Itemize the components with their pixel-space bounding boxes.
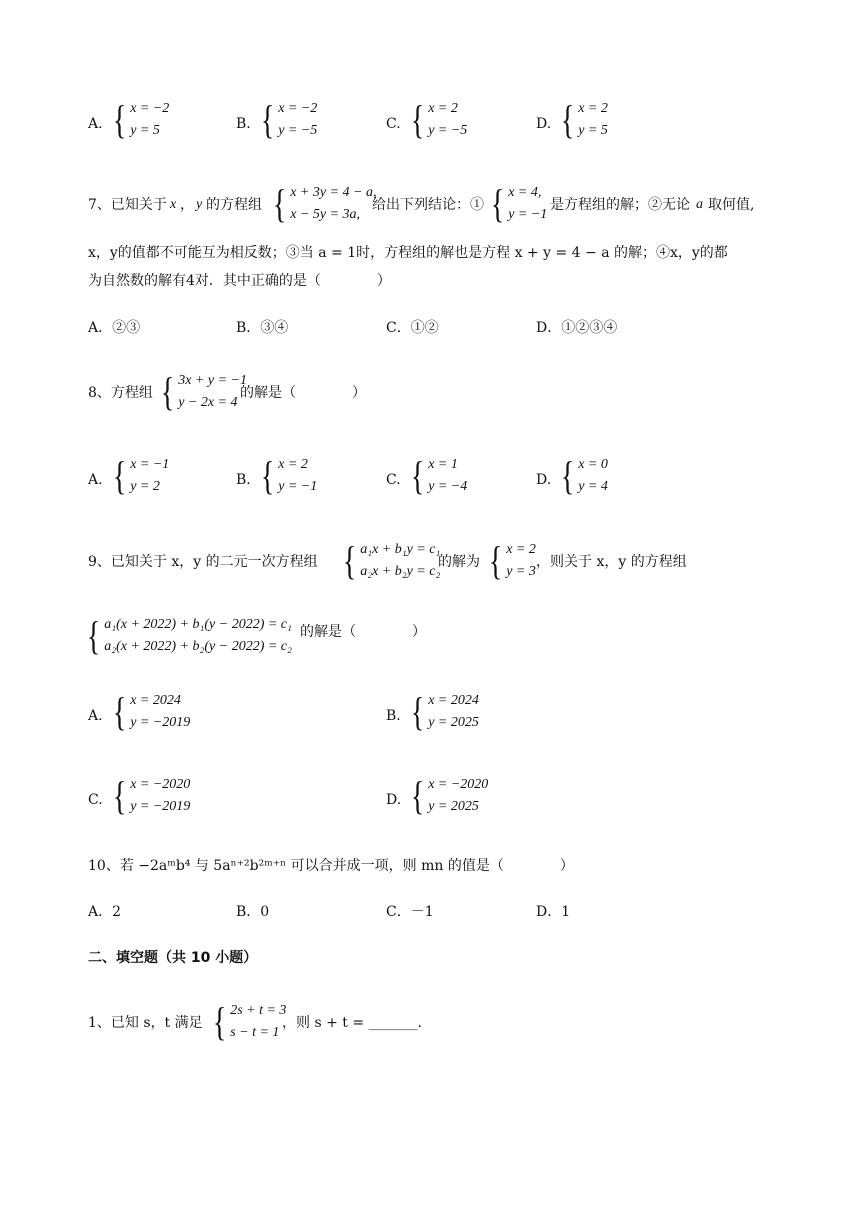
- brace-icon: {: [342, 538, 357, 583]
- brace-icon: {: [410, 97, 425, 142]
- equation-row: x = 4,: [508, 185, 542, 200]
- q8-prefix: 8、方程组: [88, 385, 153, 401]
- q8-option-a: [110, 454, 169, 498]
- q9-option-a-label: A.: [88, 708, 103, 724]
- q7-option-d: D．①②③④: [536, 320, 618, 336]
- q10-option-d: D．1: [536, 904, 571, 920]
- q7-var-y: y: [196, 197, 203, 212]
- q7-sep: ，: [180, 197, 194, 213]
- brace-icon: {: [212, 999, 227, 1044]
- q10-option-b: B．0: [236, 904, 270, 920]
- equation-row: y = −1: [508, 207, 548, 222]
- q9-solution: [486, 539, 536, 583]
- q7-option-c: C．①②: [386, 320, 439, 336]
- q8-option-b: [258, 454, 317, 498]
- equation-row: y = −2019: [130, 799, 191, 814]
- q9-option-a: [110, 690, 190, 734]
- equation-row: x = 1: [428, 457, 458, 472]
- q9-suffix: ，则关于 x，y 的方程组: [536, 554, 687, 570]
- equation-row: 3x + y = −1: [178, 373, 247, 388]
- q9-system: [340, 539, 440, 583]
- equation-row: a₂x + b₂y = c₂: [360, 564, 441, 579]
- q10-text: 10、若 −2aᵐb⁴ 与 5aⁿ⁺²b²ᵐ⁺ⁿ 可以合并成一项，则 mn 的值是（ ）: [88, 858, 574, 874]
- fill1-system: [210, 1000, 286, 1044]
- brace-icon: {: [112, 773, 127, 818]
- brace-icon: {: [160, 369, 175, 414]
- brace-icon: {: [112, 689, 127, 734]
- q9-option-b-label: B.: [386, 708, 401, 724]
- q6-option-a-label: A.: [88, 116, 103, 132]
- equation-row: x = −2: [278, 101, 318, 116]
- q9-prefix: 9、已知关于 x，y 的二元一次方程组: [88, 554, 318, 570]
- equation-row: x + 3y = 4 − a,: [290, 185, 377, 200]
- q7-prefix: 7、已知关于: [88, 197, 167, 213]
- q6-option-d: [558, 98, 608, 142]
- equation-row: 2s + t = 3: [230, 1003, 287, 1018]
- q7-text-c: 是方程组的解；②无论: [550, 197, 690, 213]
- equation-row: x = −2: [130, 101, 170, 116]
- brace-icon: {: [490, 181, 505, 226]
- q6-option-d-label: D.: [536, 116, 552, 132]
- q7-solution: [488, 182, 547, 226]
- equation-row: y = −4: [428, 479, 468, 494]
- q7-text-a: 的方程组: [206, 197, 262, 213]
- equation-row: y = 2025: [428, 799, 479, 814]
- q7-text-b: 给出下列结论：①: [372, 197, 484, 213]
- q9-option-d-label: D.: [386, 792, 402, 808]
- equation-row: x = 2024: [130, 693, 181, 708]
- q9-option-c: [110, 774, 190, 818]
- section-heading: 二、填空题（共 10 小题）: [88, 950, 258, 966]
- q6-option-b: [258, 98, 317, 142]
- equation-row: a₂(x + 2022) + b₂(y − 2022) = c₂: [104, 639, 292, 654]
- q10-option-c: C．－1: [386, 904, 434, 920]
- equation-row: x = 2: [428, 101, 458, 116]
- brace-icon: {: [410, 453, 425, 498]
- brace-icon: {: [112, 97, 127, 142]
- equation-row: x = −2020: [428, 777, 489, 792]
- brace-icon: {: [260, 97, 275, 142]
- equation-row: y = −5: [278, 123, 318, 138]
- brace-icon: {: [410, 773, 425, 818]
- brace-icon: {: [86, 613, 101, 658]
- q9-mid: 的解为: [438, 554, 480, 570]
- q6-option-c: [408, 98, 467, 142]
- q7-option-b: B．③④: [236, 320, 289, 336]
- q8-system: [158, 370, 247, 414]
- equation-row: y = 2025: [428, 715, 479, 730]
- q7-system: [270, 182, 376, 226]
- brace-icon: {: [272, 181, 287, 226]
- equation-row: a₁x + b₁y = c₁: [360, 542, 441, 557]
- equation-row: x = 0: [578, 457, 608, 472]
- q7-var-x: x: [170, 197, 177, 212]
- equation-row: y = 5: [578, 123, 608, 138]
- q8-option-a-label: A.: [88, 472, 103, 488]
- equation-row: x = −1: [130, 457, 170, 472]
- q7-line2: x，y的值都不可能互为相反数；③当 a = 1时，方程组的解也是方程 x + y = 4 − a 的解；④x，y的都: [88, 245, 728, 261]
- equation-row: a₁(x + 2022) + b₁(y − 2022) = c₁: [104, 617, 292, 632]
- q6-option-b-label: B.: [236, 116, 251, 132]
- equation-row: y = −5: [428, 123, 468, 138]
- equation-row: x = 2: [278, 457, 308, 472]
- equation-row: y = −2019: [130, 715, 191, 730]
- q6-option-a: [110, 98, 169, 142]
- q7-option-a: A．②③: [88, 320, 141, 336]
- equation-row: x = 2: [578, 101, 608, 116]
- q6-option-c-label: C.: [386, 116, 401, 132]
- brace-icon: {: [410, 689, 425, 734]
- fill1-prefix: 1、已知 s，t 满足: [88, 1015, 203, 1031]
- q9-option-d: [408, 774, 488, 818]
- brace-icon: {: [260, 453, 275, 498]
- q9-suffix2: 的解是（ ）: [300, 624, 426, 640]
- equation-row: y = 4: [578, 479, 608, 494]
- q9-option-b: [408, 690, 479, 734]
- q8-suffix: 的解是（ ）: [240, 385, 366, 401]
- brace-icon: {: [560, 97, 575, 142]
- brace-icon: {: [560, 453, 575, 498]
- brace-icon: {: [488, 538, 503, 583]
- fill1-suffix: ，则 s + t = _______.: [282, 1015, 422, 1031]
- equation-row: y = −1: [278, 479, 318, 494]
- q8-option-d-label: D.: [536, 472, 552, 488]
- q8-option-d: [558, 454, 608, 498]
- equation-row: s − t = 1: [230, 1025, 280, 1040]
- q9-system2: [84, 614, 292, 658]
- equation-row: x = 2: [506, 542, 536, 557]
- equation-row: y = 3: [506, 564, 536, 579]
- q8-option-c: [408, 454, 467, 498]
- q7-var-a: a: [696, 197, 703, 212]
- q7-line3: 为自然数的解有4对．其中正确的是（ ）: [88, 273, 391, 289]
- equation-row: y = 5: [130, 123, 160, 138]
- brace-icon: {: [112, 453, 127, 498]
- equation-row: x − 5y = 3a,: [290, 207, 361, 222]
- equation-row: x = −2020: [130, 777, 191, 792]
- q7-text-d: 取何值,: [708, 197, 755, 213]
- q8-option-c-label: C.: [386, 472, 401, 488]
- q9-option-c-label: C.: [88, 792, 103, 808]
- equation-row: y − 2x = 4: [178, 395, 238, 410]
- equation-row: y = 2: [130, 479, 160, 494]
- q10-option-a: A．2: [88, 904, 122, 920]
- equation-row: x = 2024: [428, 693, 479, 708]
- q8-option-b-label: B.: [236, 472, 251, 488]
